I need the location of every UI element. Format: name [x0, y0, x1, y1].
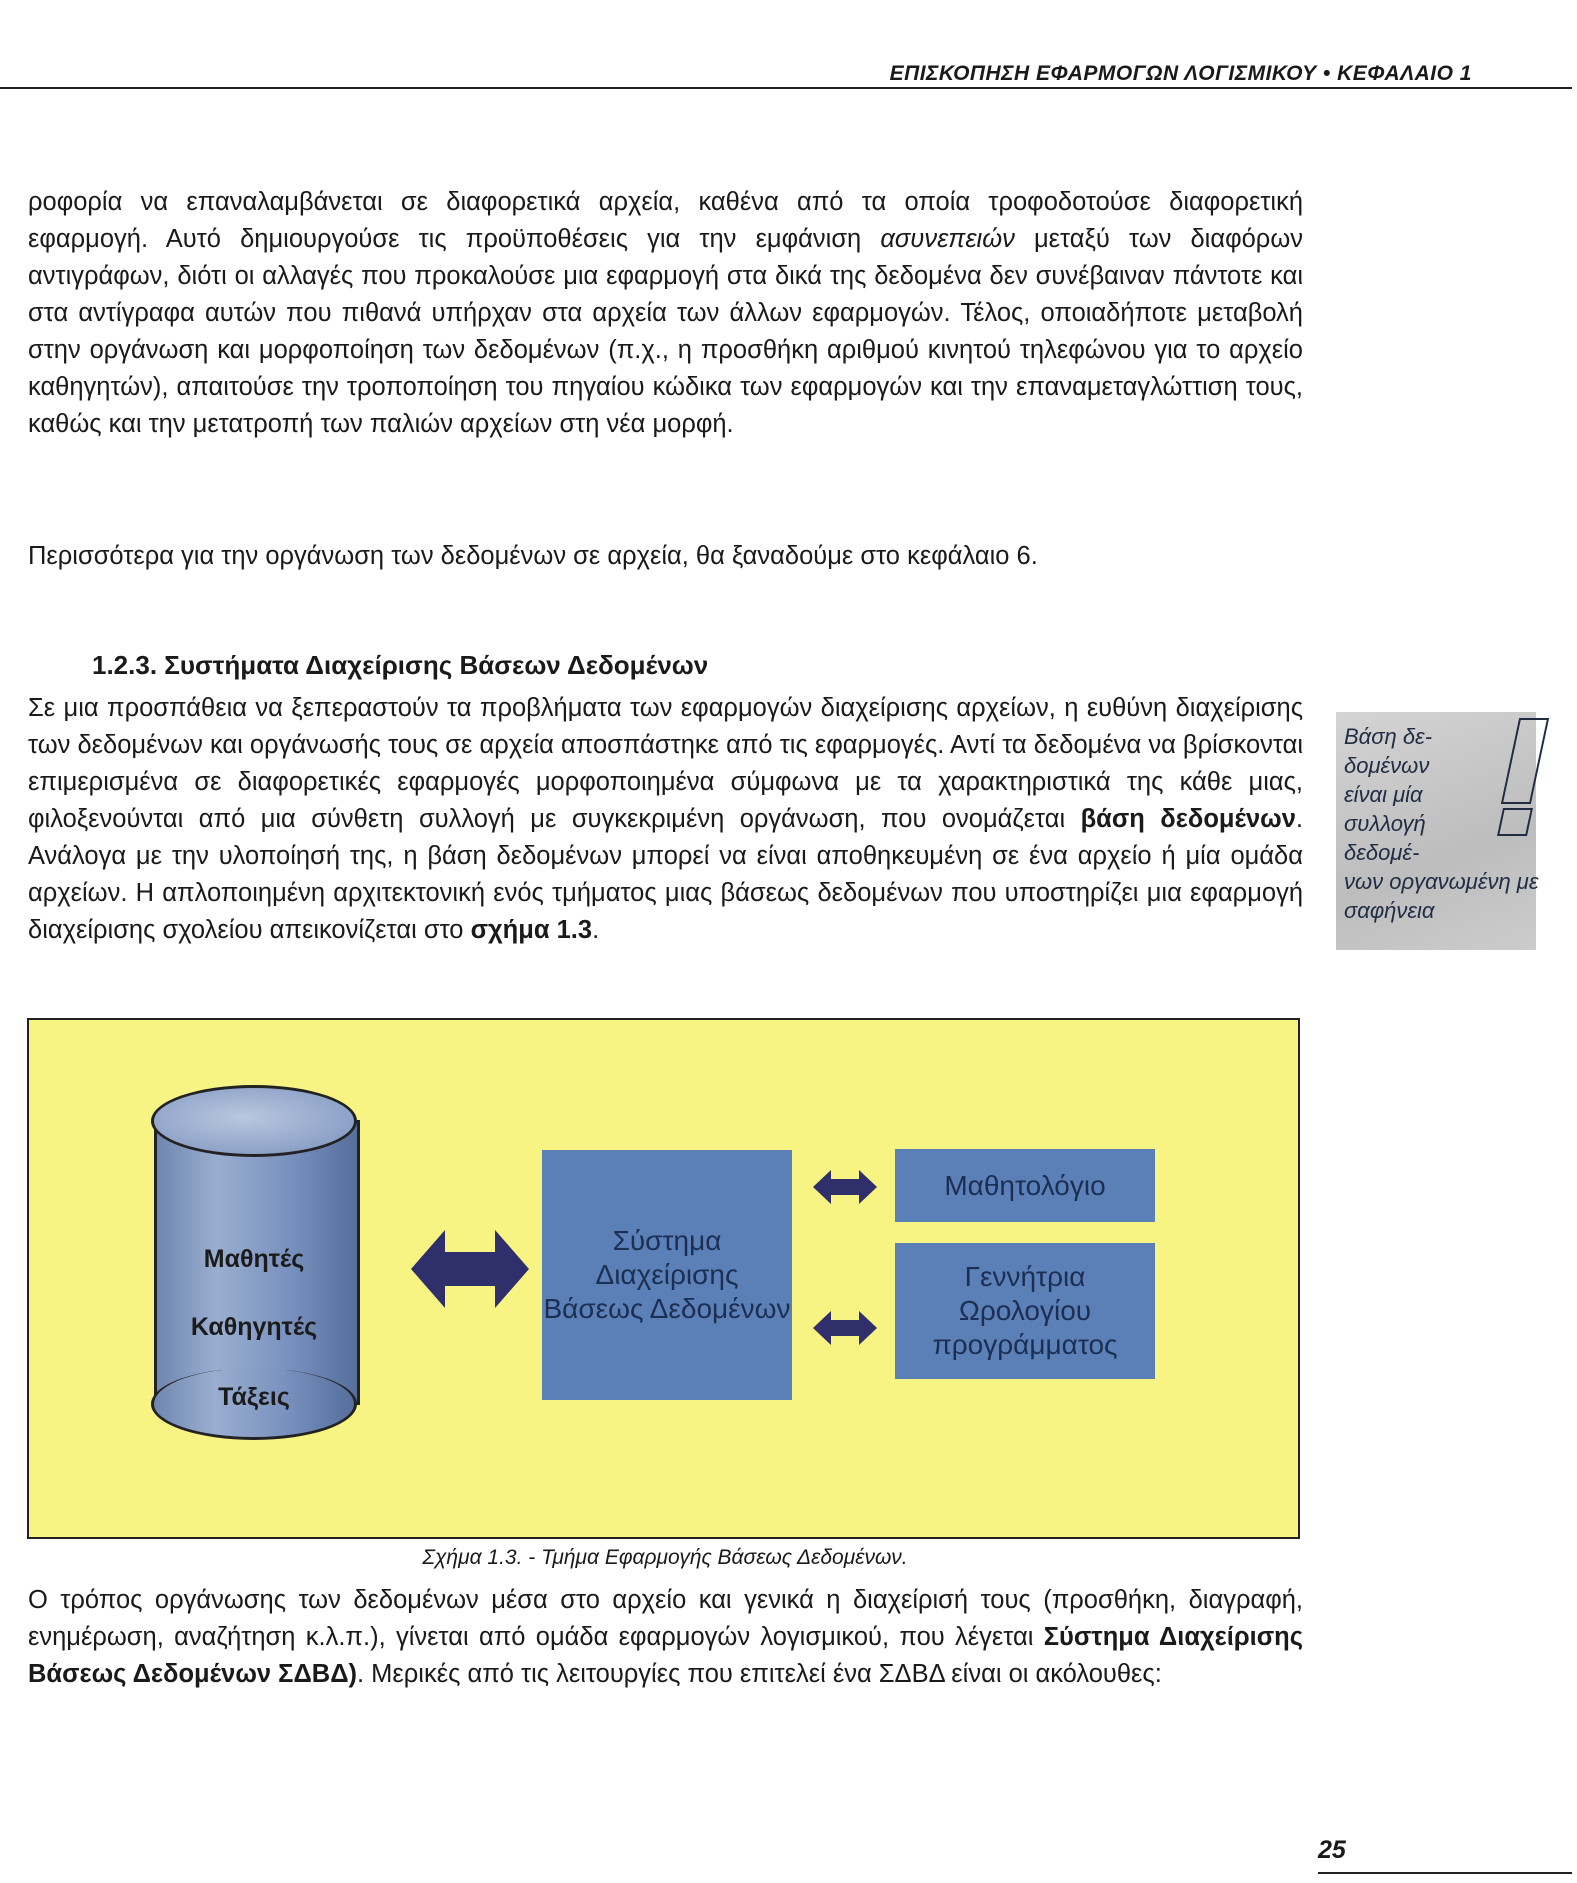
double-arrow-icon-db-dbms	[411, 1230, 529, 1308]
cylinder-label-teachers: Καθηγητές	[190, 1313, 318, 1341]
page-number: 25	[1318, 1836, 1346, 1864]
app-box-timetable-generator: Γεννήτρια Ωρολογίου προγράμματος	[895, 1243, 1155, 1379]
paragraph-1-italic: ασυνεπειών	[880, 225, 1015, 253]
cylinder-label-classes: Τάξεις	[218, 1383, 290, 1411]
exclamation-dot-icon	[1497, 808, 1533, 836]
paragraph-1	[28, 184, 1303, 443]
paragraph-4-text-a: Ο τρόπος οργάνωσης των δεδομένων μέσα στο αρχείο και γενικά η διαχείρισή τους (προσθήκη, διαγραφή, ενημέρωση, αναζήτηση κ.λ.π.), γίνεται από ομάδα εφαρμογών λογισμικού, που λέγεται	[28, 1586, 1303, 1651]
sidenote-line: συλλογή	[1344, 811, 1426, 836]
app-box-student-registry: Μαθητολόγιο	[895, 1149, 1155, 1222]
paragraph-4	[28, 1582, 1303, 1693]
sidenote-line: δομένων	[1344, 753, 1430, 778]
paragraph-1-text-a: ροφορία να επαναλαμβάνεται σε διαφορετικά αρχεία, καθένα από τα οποία τροφοδοτούσε διαφορετική εφαρμογή. Αυτό δημιουργούσε τις προϋποθέσεις για την εμφάνιση	[28, 188, 1303, 253]
running-header	[0, 60, 1572, 89]
paragraph-4-bold-term: Σύστημα Διαχείρισης Βάσεως Δεδομένων ΣΔΒΔ)	[28, 1623, 1303, 1688]
figure-1-3	[27, 1018, 1300, 1539]
sidenote-line: Βάση δε-	[1344, 724, 1433, 749]
sidenote-line: δεδομέ-	[1344, 840, 1420, 865]
paragraph-4-text-b: . Μερικές από τις λειτουργίες που επιτελεί ένα ΣΔΒΔ είναι οι ακόλουθες:	[357, 1660, 1162, 1688]
page-number-rule	[1318, 1836, 1572, 1874]
database-cylinder-top	[151, 1085, 357, 1157]
paragraph-3-bold-term: βάση δεδομένων	[1080, 805, 1296, 833]
sidenote-line: σαφήνεια	[1344, 898, 1435, 923]
paragraph-3	[28, 690, 1303, 949]
paragraph-3-text-b: . Ανάλογα με την υλοποίησή της, η βάση δεδομένων μπορεί να είναι αποθηκευμένη σε ένα αρχείο ή μία ομάδα αρχείων. Η απλοποιημένη αρχιτεκτονική ενός τμήματος μιας βάσεως δεδομένων που υποστηρίζει μια εφαρμογή διαχείρισης σχολείου απεικονίζεται στο	[28, 805, 1304, 944]
paragraph-3-text-a: Σε μια προσπάθεια να ξεπεραστούν τα προβλήματα των εφαρμογών διαχείρισης αρχείων, η ευθύνη διαχείρισης των δεδομένων και οργάνωσής τους σε αρχεία αποσπάστηκε από τις εφαρμογές. Αντί τα δεδομένα να βρίσκονται επιμερισμένα σε διαφορετικές εφαρμογές μορφοποιημένα σύμφωνα με τα χαρακτηριστικά της κάθε μιας, φιλοξενούνται από μια σύνθετη συλλογή με συγκεκριμένη οργάνωση, που ονομάζεται	[28, 694, 1303, 833]
paragraph-1-text-b: μεταξύ των διαφόρων αντιγράφων, διότι οι αλλαγές που προκαλούσε μια εφαρμογή στα δικά της δεδομένα δεν συνέβαιναν πάντοτε και στα αντίγραφα αυτών που πιθανά υπήρχαν στα αρχεία των άλλων εφαρμογών. Τέλος, οποιαδήποτε μεταβολή στην οργάνωση και μορφοποίηση των δεδομένων (π.χ., η προσθήκη αριθμού κινητού τηλεφώνου για το αρχείο καθηγητών), απαιτούσε την τροποποίηση του πηγαίου κώδικα των εφαρμογών και την επαναμεταγλώττιση τους, καθώς και την μετατροπή των παλιών αρχείων στη νέα μορφή.	[28, 225, 1303, 438]
sidenote-line: είναι μία	[1344, 782, 1423, 807]
cylinder-label-students: Μαθητές	[203, 1245, 305, 1273]
paragraph-3-figure-ref: σχήμα 1.3	[470, 916, 593, 944]
double-arrow-icon-dbms-app1	[813, 1170, 877, 1204]
paragraph-3-text-c: .	[592, 916, 600, 944]
double-arrow-icon-dbms-app2	[813, 1311, 877, 1345]
figure-caption: Σχήμα 1.3. - Τμήμα Εφαρμογής Βάσεως Δεδομένων.	[422, 1546, 908, 1569]
sidenote-line: νων οργανωμένη με	[1344, 869, 1539, 894]
section-heading: 1.2.3. Συστήματα Διαχείρισης Βάσεων Δεδομένων	[92, 650, 709, 680]
dbms-box: Σύστημα Διαχείρισης Βάσεως Δεδομένων	[542, 1150, 792, 1400]
paragraph-2: Περισσότερα για την οργάνωση των δεδομένων σε αρχεία, θα ξαναδούμε στο κεφάλαιο 6.	[28, 542, 1038, 570]
running-header-title: ΕΠΙΣΚΟΠΗΣΗ ΕΦΑΡΜΟΓΩΝ ΛΟΓΙΣΜΙΚΟΥ • ΚΕΦΑΛΑΙΟ 1	[889, 62, 1472, 85]
